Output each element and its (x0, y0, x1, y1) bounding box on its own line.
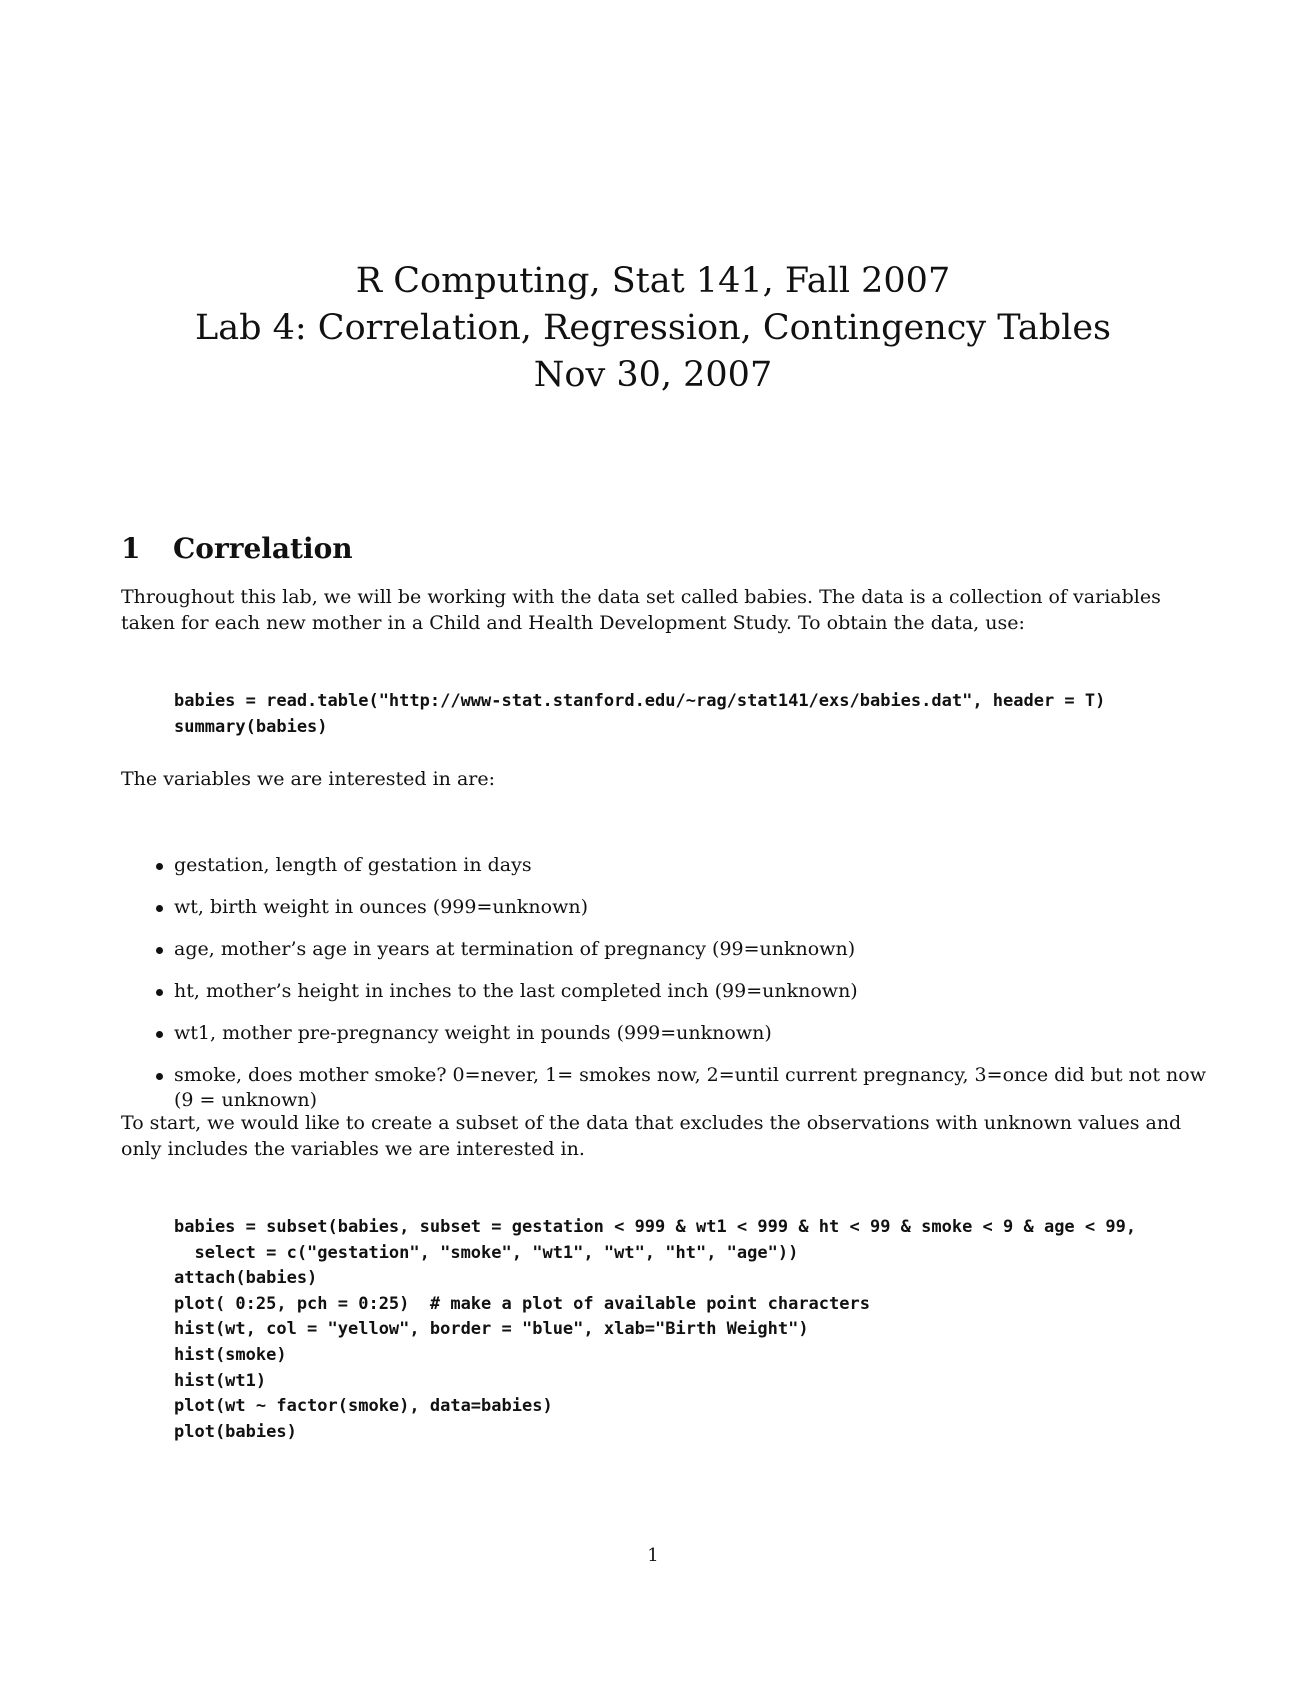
variable-description: gestation, length of gestation in days (174, 854, 532, 876)
intro-paragraph: Throughout this lab, we will be working with the data set called babies. The data is a collection of variables taken for each new mother in a Child and Health Development Study. To obtain the data, use: (121, 586, 1161, 634)
title-lab: Lab 4: Correlation, Regression, Contingency Tables (194, 308, 1112, 348)
code-line: summary(babies) (174, 716, 328, 737)
bullet-icon (156, 989, 163, 996)
list-item (152, 1063, 1212, 1113)
title-course: R Computing, Stat 141, Fall 2007 (355, 261, 951, 301)
variables-intro: The variables we are interested in are: (121, 768, 496, 790)
bullet-icon (156, 947, 163, 954)
code-line: hist(wt, col = "yellow", border = "blue", xlab="Birth Weight") (174, 1319, 809, 1340)
bullet-icon (156, 1073, 163, 1080)
bullet-icon (156, 905, 163, 912)
variable-description: wt, birth weight in ounces (999=unknown) (174, 896, 588, 918)
code-line: plot(babies) (174, 1421, 297, 1442)
variable-description: age, mother’s age in years at termination of pregnancy (99=unknown) (174, 938, 856, 960)
list-item (152, 1021, 1212, 1046)
section-title: Correlation (173, 532, 353, 565)
bullet-icon (156, 863, 163, 870)
code-block-subset (174, 1215, 1136, 1445)
code-line: hist(smoke) (174, 1344, 287, 1365)
code-line: attach(babies) (174, 1268, 318, 1289)
code-block-read-data (174, 689, 1105, 740)
title-date: Nov 30, 2007 (533, 355, 773, 395)
document-title (0, 258, 1306, 399)
bullet-icon (156, 1031, 163, 1038)
variable-description: smoke, does mother smoke? 0=never, 1= smokes now, 2=until current pregnancy, 3=once did but not now (9 = unknown) (174, 1064, 1206, 1111)
variable-description: ht, mother’s height in inches to the last completed inch (99=unknown) (174, 980, 858, 1002)
code-line: babies = read.table("http://www-stat.stanford.edu/~rag/stat141/exs/babies.dat", header = T) (174, 691, 1106, 711)
section-number: 1 (121, 532, 141, 565)
section-heading (121, 532, 353, 565)
list-item (152, 853, 1212, 878)
list-item (152, 937, 1212, 962)
code-line: plot( 0:25, pch = 0:25) # make a plot of available point characters (174, 1293, 870, 1314)
variables-list (152, 853, 1212, 1130)
code-line: hist(wt1) (174, 1370, 267, 1391)
code-line: babies = subset(babies, subset = gestation < 999 & wt1 < 999 & ht < 99 & smoke < 9 & age < 99, (174, 1217, 1137, 1237)
code-line: plot(wt ~ factor(smoke), data=babies) (174, 1396, 553, 1417)
code-line: select = c("gestation", "smoke", "wt1", "wt", "ht", "age")) (174, 1242, 799, 1263)
list-item (152, 895, 1212, 920)
subset-paragraph: To start, we would like to create a subset of the data that excludes the observations with unknown values and only includes the variables we are interested in. (121, 1112, 1182, 1160)
list-item (152, 979, 1212, 1004)
variable-description: wt1, mother pre-pregnancy weight in pounds (999=unknown) (174, 1022, 772, 1044)
page-number: 1 (647, 1545, 659, 1566)
